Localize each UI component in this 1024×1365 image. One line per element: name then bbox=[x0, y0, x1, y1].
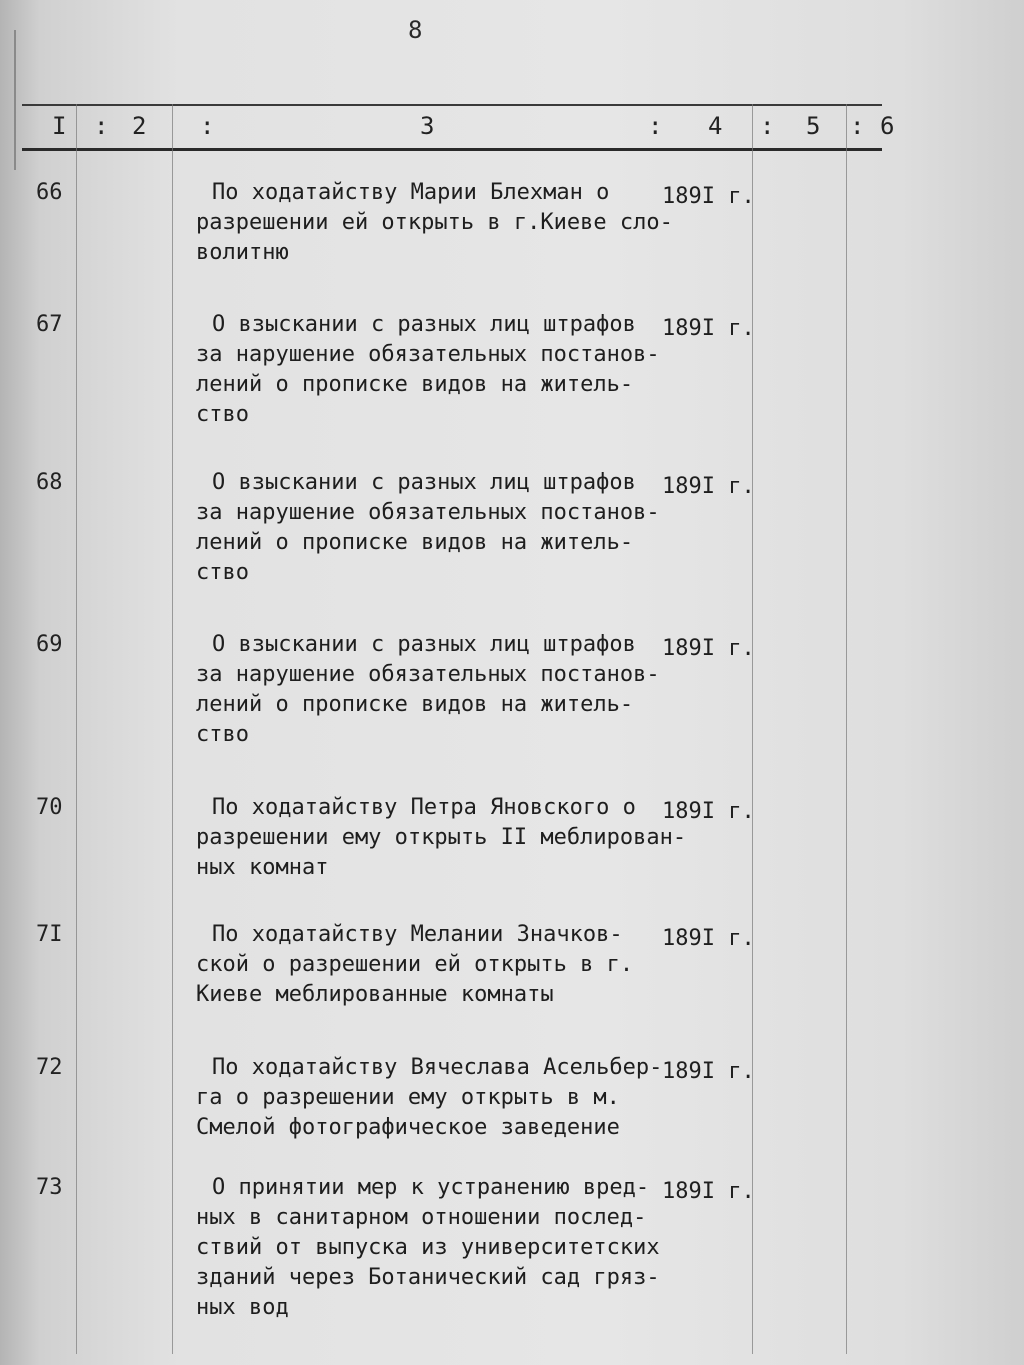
row-description-line: Киеве меблированные комнаты bbox=[196, 982, 554, 1007]
table-header-bottom-rule bbox=[22, 148, 882, 151]
column-divider bbox=[846, 104, 847, 1354]
row-description-line: По ходатайству Вячеслава Асельбер- bbox=[212, 1055, 663, 1080]
row-number: 70 bbox=[36, 795, 63, 820]
row-year: 189I г. bbox=[662, 1179, 755, 1204]
header-sep: : bbox=[850, 112, 865, 140]
header-col-1: I bbox=[52, 112, 67, 140]
row-description-line: лений о прописке видов на житель- bbox=[196, 530, 634, 555]
row-number: 68 bbox=[36, 470, 63, 495]
row-description bbox=[196, 920, 676, 1010]
row-description-line: за нарушение обязательных постанов- bbox=[196, 500, 660, 525]
row-description bbox=[196, 793, 687, 883]
table-header-top-rule bbox=[22, 104, 882, 106]
row-description-line: ных в санитарном отношении послед- bbox=[196, 1205, 647, 1230]
row-year: 189I г. bbox=[662, 1059, 755, 1084]
row-description-line: ство bbox=[196, 402, 249, 427]
row-description-line: ство bbox=[196, 560, 249, 585]
column-divider bbox=[172, 104, 173, 1354]
row-description-line: за нарушение обязательных постанов- bbox=[196, 342, 660, 367]
row-year: 189I г. bbox=[662, 926, 755, 951]
margin-binding-mark bbox=[0, 30, 16, 170]
header-col-5: 5 bbox=[806, 112, 821, 140]
row-description bbox=[196, 1173, 676, 1323]
header-sep: : bbox=[200, 112, 215, 140]
row-year: 189I г. bbox=[662, 316, 755, 341]
header-col-3: 3 bbox=[420, 112, 435, 140]
row-description bbox=[196, 1053, 676, 1143]
header-sep: : bbox=[648, 112, 663, 140]
row-description-line: О взыскании с разных лиц штрафов bbox=[212, 470, 636, 495]
row-description bbox=[196, 630, 676, 750]
row-description-line: ных вод bbox=[196, 1295, 289, 1320]
row-description-line: зданий через Ботанический сад гряз- bbox=[196, 1265, 660, 1290]
row-year: 189I г. bbox=[662, 799, 755, 824]
row-description-line: лений о прописке видов на житель- bbox=[196, 372, 634, 397]
row-description bbox=[196, 310, 676, 430]
row-description-line: ствий от выпуска из университетских bbox=[196, 1235, 660, 1260]
column-divider bbox=[76, 104, 77, 1354]
row-description-line: разрешении ей открыть в г.Киеве сло- bbox=[196, 210, 673, 235]
row-description-line: По ходатайству Мелании Значков- bbox=[212, 922, 623, 947]
row-number: 72 bbox=[36, 1055, 63, 1080]
header-col-4: 4 bbox=[708, 112, 723, 140]
row-year: 189I г. bbox=[662, 184, 755, 209]
column-divider bbox=[752, 104, 753, 1354]
row-description-line: По ходатайству Петра Яновского о bbox=[212, 795, 636, 820]
row-number: 67 bbox=[36, 312, 63, 337]
header-sep: : bbox=[760, 112, 775, 140]
row-description-line: разрешении ему открыть II меблирован- bbox=[196, 825, 687, 850]
row-description-line: О взыскании с разных лиц штрафов bbox=[212, 312, 636, 337]
row-description-line: О принятии мер к устранению вред- bbox=[212, 1175, 650, 1200]
row-year: 189I г. bbox=[662, 474, 755, 499]
row-description bbox=[196, 178, 676, 268]
row-description-line: Смелой фотографическое заведение bbox=[196, 1115, 620, 1140]
row-year: 189I г. bbox=[662, 636, 755, 661]
row-number: 73 bbox=[36, 1175, 63, 1200]
row-description-line: волитню bbox=[196, 240, 289, 265]
row-description-line: По ходатайству Марии Блехман о bbox=[212, 180, 610, 205]
row-description-line: О взыскании с разных лиц штрафов bbox=[212, 632, 636, 657]
row-description-line: га о разрешении ему открыть в м. bbox=[196, 1085, 620, 1110]
header-col-6: 6 bbox=[880, 112, 895, 140]
header-col-2: 2 bbox=[132, 112, 147, 140]
header-sep: : bbox=[94, 112, 109, 140]
row-description-line: ской о разрешении ей открыть в г. bbox=[196, 952, 634, 977]
row-number: 7I bbox=[36, 922, 63, 947]
row-description-line: лений о прописке видов на житель- bbox=[196, 692, 634, 717]
row-description-line: ство bbox=[196, 722, 249, 747]
row-number: 66 bbox=[36, 180, 63, 205]
row-description-line: за нарушение обязательных постанов- bbox=[196, 662, 660, 687]
row-description bbox=[196, 468, 676, 588]
row-number: 69 bbox=[36, 632, 63, 657]
row-description-line: ных комнат bbox=[196, 855, 329, 880]
page-number: 8 bbox=[408, 16, 423, 44]
